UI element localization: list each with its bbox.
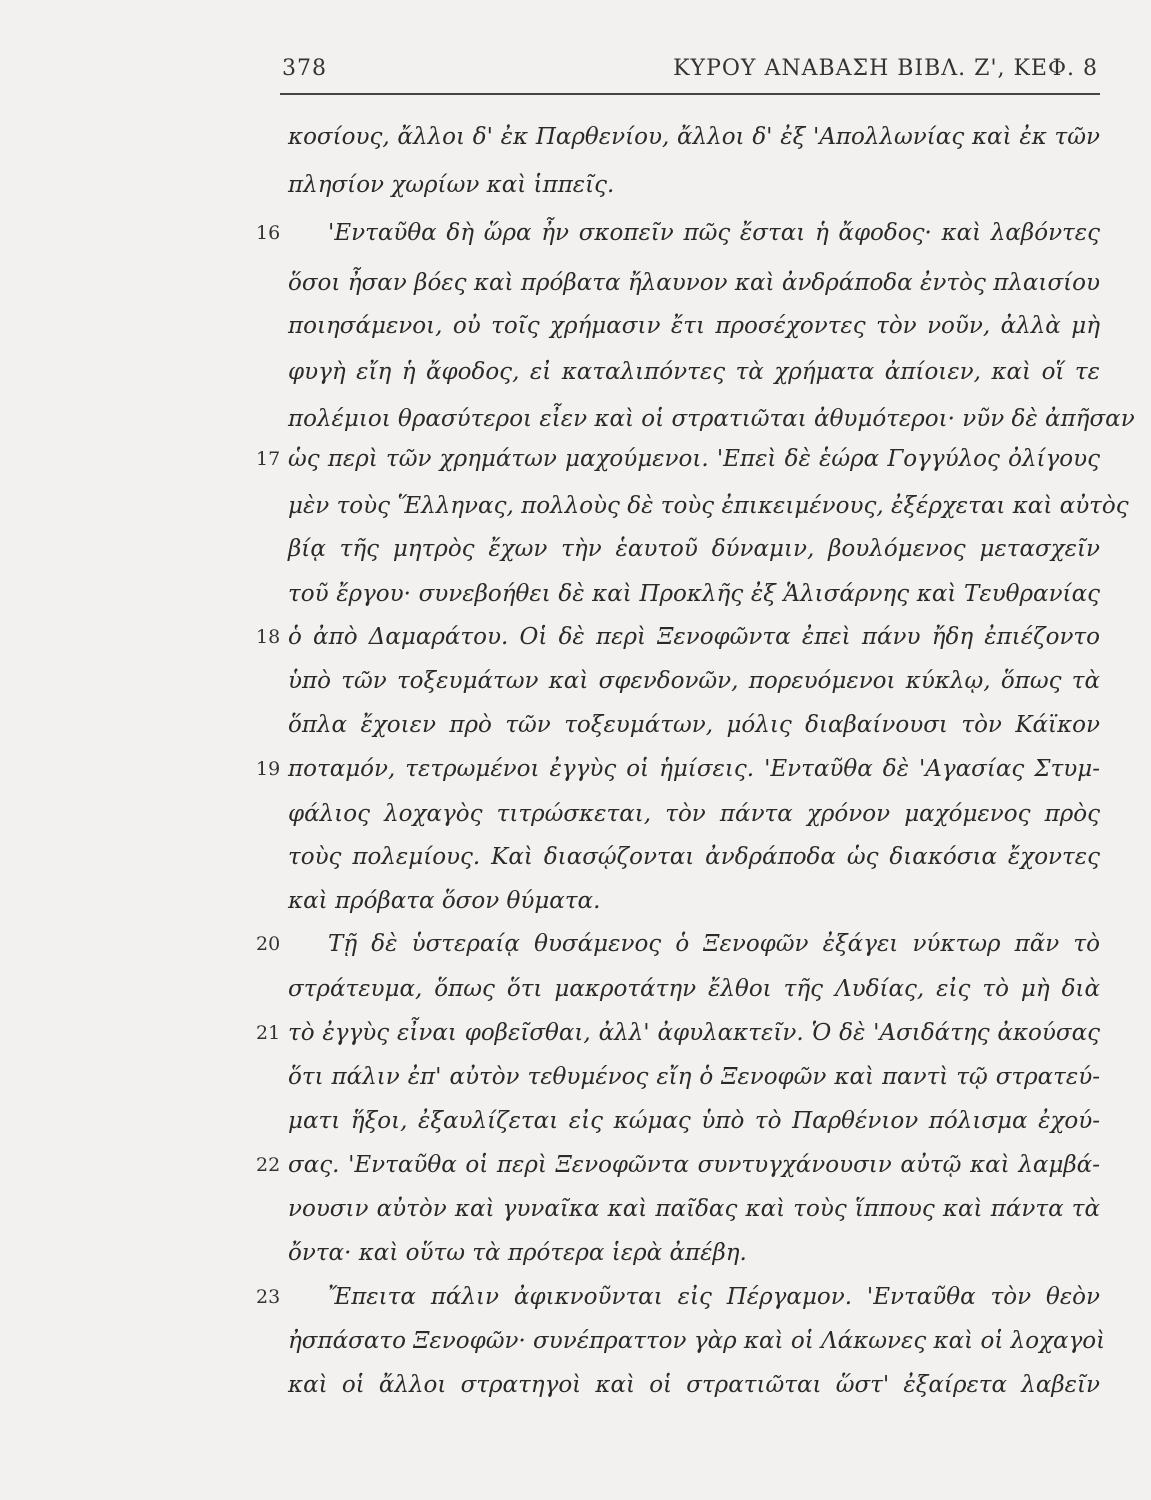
section-number: 20 (256, 933, 281, 955)
section-number: 22 (256, 1154, 281, 1176)
section-number: 17 (256, 448, 281, 470)
text-line: τοὺς πολεμίους. Καὶ διασῴζονται ἀνδράποδα ὡς διακόσια ἔχοντες (288, 844, 1100, 870)
text-line: ὅπλα ἔχοιεν πρὸ τῶν τοξευμάτων, μόλις διαβαίνουσι τὸν Κάϊκον (288, 712, 1100, 738)
text-line: στράτευμα, ὅπως ὅτι μακροτάτην ἔλθοι τῆς Λυδίας, εἰς τὸ μὴ διὰ (288, 976, 1100, 1002)
text-line: φυγὴ εἴη ἡ ἄφοδος, εἰ καταλιπόντες τὰ χρήματα ἀπίοιεν, καὶ οἵ τε (288, 359, 1100, 385)
text-line: νουσιν αὐτὸν καὶ γυναῖκα καὶ παῖδας καὶ τοὺς ἵππους καὶ πάντα τὰ (288, 1196, 1100, 1222)
text-line: φάλιος λοχαγὸς τιτρώσκεται, τὸν πάντα χρόνον μαχόμενος πρὸς (288, 801, 1100, 827)
text-line: ὑπὸ τῶν τοξευμάτων καὶ σφενδονῶν, πορευόμενοι κύκλῳ, ὅπως τὰ (288, 668, 1100, 694)
section-number: 16 (256, 222, 281, 244)
text-line: βίᾳ τῆς μητρὸς ἔχων τὴν ἑαυτοῦ δύναμιν, βουλόμενος μετασχεῖν (288, 536, 1100, 562)
text-line: ὄντα· καὶ οὕτω τὰ πρότερα ἱερὰ ἀπέβη. (288, 1240, 747, 1266)
section-number: 23 (256, 1286, 281, 1308)
text-line: ποταμόν, τετρωμένοι ἐγγὺς οἱ ἡμίσεις. 'Ενταῦθα δὲ 'Αγασίας Στυμ- (288, 756, 1100, 782)
text-line: Τῇ δὲ ὑστεραίᾳ θυσάμενος ὁ Ξενοφῶν ἐξάγει νύκτωρ πᾶν τὸ (328, 931, 1100, 957)
page-number: 378 (282, 56, 327, 81)
text-line: σας. 'Ενταῦθα οἱ περὶ Ξενοφῶντα συντυγχάνουσιν αὐτῷ καὶ λαμβά- (288, 1152, 1100, 1178)
text-line: ποιησάμενοι, οὐ τοῖς χρήμασιν ἔτι προσέχοντες τὸν νοῦν, ἀλλὰ μὴ (288, 313, 1100, 339)
text-line: τὸ ἐγγὺς εἶναι φοβεῖσθαι, ἀλλ' ἀφυλακτεῖν. Ὁ δὲ 'Ασιδάτης ἀκούσας (288, 1020, 1100, 1046)
text-line: ἠσπάσατο Ξενοφῶν· συνέπραττον γὰρ καὶ οἱ Λάκωνες καὶ οἱ λοχαγοὶ (288, 1328, 1106, 1354)
running-head: ΚΥΡΟΥ ΑΝΑΒΑΣΗ ΒΙΒΛ. Ζ', ΚΕΦ. 8 (673, 56, 1098, 81)
text-line: Ἔπειτα πάλιν ἀφικνοῦνται εἰς Πέργαμον. 'Ενταῦθα τὸν θεὸν (328, 1284, 1100, 1310)
section-number: 18 (256, 626, 281, 648)
section-number: 21 (256, 1022, 281, 1044)
text-line: πολέμιοι θρασύτεροι εἶεν καὶ οἱ στρατιῶται ἀθυμότεροι· νῦν δὲ ἀπῆσαν (288, 406, 1135, 432)
text-line: μὲν τοὺς Ἕλληνας, πολλοὺς δὲ τοὺς ἐπικειμένους, ἐξέρχεται καὶ αὐτὸς (288, 493, 1129, 519)
text-line: ὡς περὶ τῶν χρημάτων μαχούμενοι. 'Επεὶ δὲ ἑώρα Γογγύλος ὀλίγους (288, 446, 1100, 472)
page-header (280, 52, 1100, 92)
text-line: καὶ οἱ ἄλλοι στρατηγοὶ καὶ οἱ στρατιῶται ὥστ' ἐξαίρετα λαβεῖν (288, 1372, 1100, 1398)
section-number: 19 (256, 758, 281, 780)
text-line: ὁ ἀπὸ Δαμαράτου. Οἱ δὲ περὶ Ξενοφῶντα ἐπεὶ πάνυ ἤδη ἐπιέζοντο (288, 624, 1100, 650)
text-line: πλησίον χωρίων καὶ ἱππεῖς. (288, 172, 615, 198)
text-line: 'Ενταῦθα δὴ ὥρα ἦν σκοπεῖν πῶς ἔσται ἡ ἄφοδος· καὶ λαβόντες (328, 220, 1100, 246)
text-line: κοσίους, ἄλλοι δ' ἐκ Παρθενίου, ἄλλοι δ' ἐξ 'Απολλωνίας καὶ ἐκ τῶν (288, 124, 1100, 150)
text-line: τοῦ ἔργου· συνεβοήθει δὲ καὶ Προκλῆς ἐξ Ἁλισάρνης καὶ Τευθρανίας (288, 581, 1100, 607)
text-line: ὅτι πάλιν ἐπ' αὐτὸν τεθυμένος εἴη ὁ Ξενοφῶν καὶ παντὶ τῷ στρατεύ- (288, 1064, 1100, 1090)
header-rule (280, 93, 1100, 95)
text-line: καὶ πρόβατα ὅσον θύματα. (288, 888, 601, 914)
text-line: ὅσοι ἦσαν βόες καὶ πρόβατα ἤλαυνον καὶ ἀνδράποδα ἐντὸς πλαισίου (288, 270, 1100, 296)
text-line: ματι ἥξοι, ἐξαυλίζεται εἰς κώμας ὑπὸ τὸ Παρθένιον πόλισμα ἐχού- (288, 1108, 1100, 1134)
